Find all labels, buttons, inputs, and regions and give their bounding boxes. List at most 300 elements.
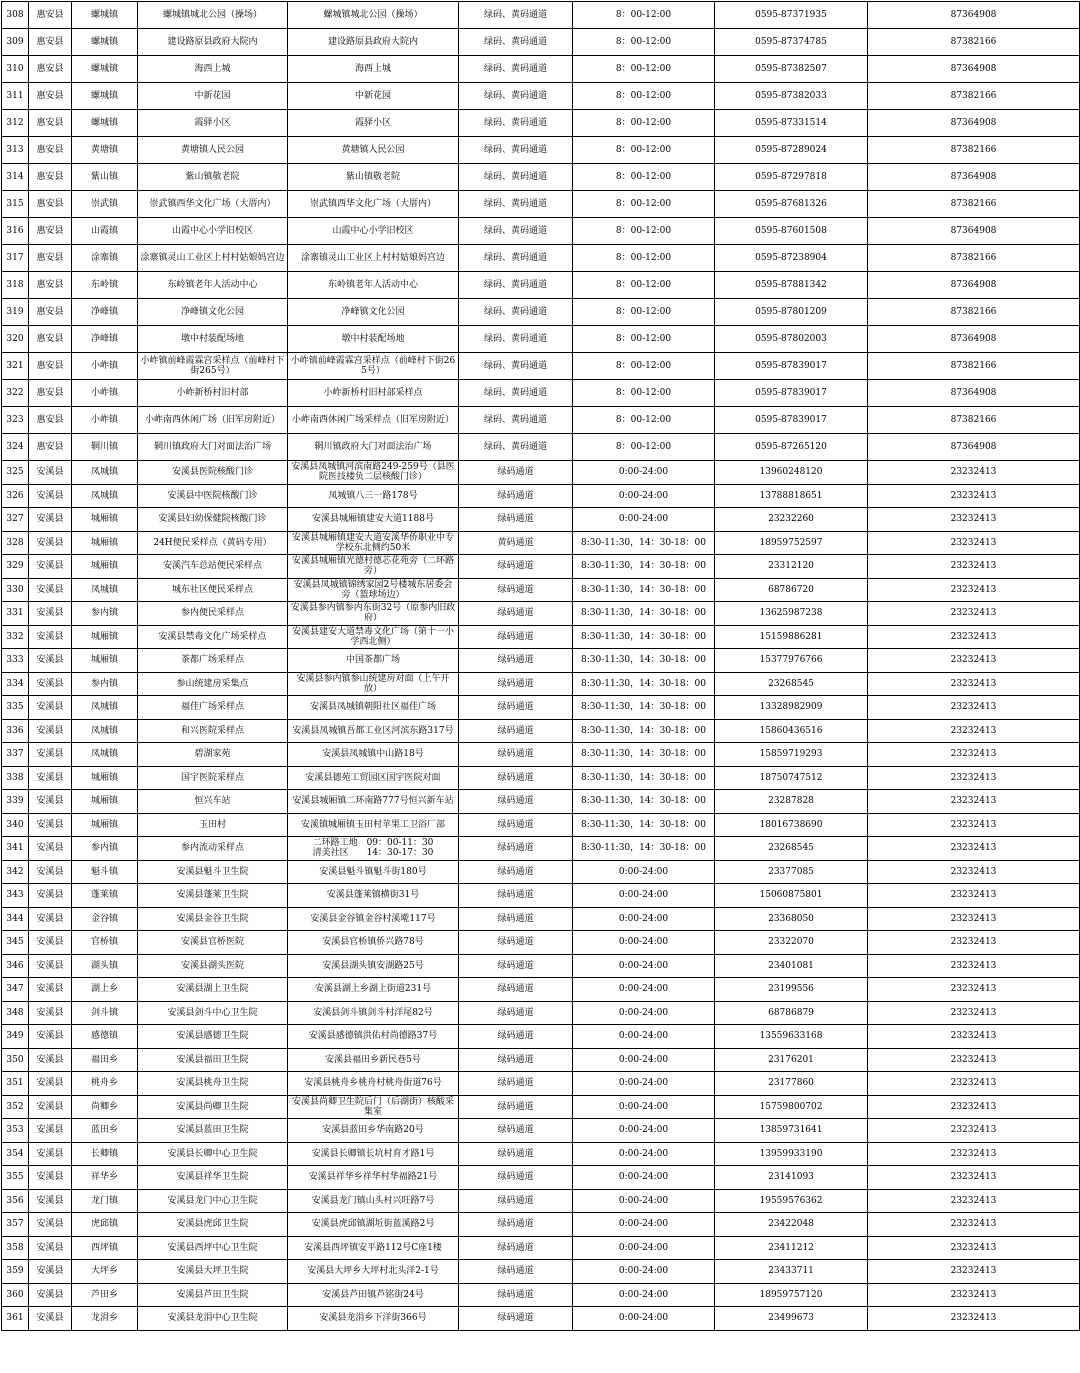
hours-cell: 8:30-11:30，14：30-18：00 [573, 602, 715, 626]
row-number-cell: 356 [2, 1189, 29, 1213]
county-cell: 惠安县 [29, 2, 72, 29]
town-cell: 湖头镇 [72, 954, 138, 978]
address-cell: 安溪县凤城镇朝阳社区福佳广场 [288, 696, 459, 720]
town-cell: 小岞镇 [72, 380, 138, 407]
town-cell: 虎邱镇 [72, 1213, 138, 1237]
town-cell: 剑斗镇 [72, 1001, 138, 1025]
county-cell: 安溪县 [29, 1283, 72, 1307]
row-number-cell: 335 [2, 696, 29, 720]
county-cell: 安溪县 [29, 954, 72, 978]
site-name-cell: 小岞镇前峰霞霖宫采样点（前峰村下街265号） [138, 353, 288, 380]
address-cell: 小岞新桥村旧村部采样点 [288, 380, 459, 407]
complaint-phone-cell: 23232413 [868, 1142, 1080, 1166]
row-number-cell: 339 [2, 790, 29, 814]
address-cell: 安溪县蓝田乡华南路20号 [288, 1119, 459, 1143]
table-row [2, 696, 1080, 720]
address-cell: 安溪县城厢镇建安大道安溪华侨职业中专学校东北侧约50米 [288, 531, 459, 555]
address-cell: 安溪县龙门镇山头村兴旺路7号 [288, 1189, 459, 1213]
complaint-phone-cell: 23232413 [868, 484, 1080, 508]
table-row [2, 1001, 1080, 1025]
town-cell: 城厢镇 [72, 625, 138, 649]
town-cell: 凤城镇 [72, 484, 138, 508]
table-row [2, 1283, 1080, 1307]
complaint-phone-cell: 23232413 [868, 1260, 1080, 1284]
address-cell: 安溪县西坪镇安平路112号C座1楼 [288, 1236, 459, 1260]
address-cell: 安溪县金谷镇金谷村溪墘117号 [288, 907, 459, 931]
town-cell: 芦田乡 [72, 1283, 138, 1307]
channel-cell: 绿码通道 [459, 1236, 573, 1260]
county-cell: 安溪县 [29, 837, 72, 861]
table-row [2, 245, 1080, 272]
channel-cell: 绿码、黄码通道 [459, 353, 573, 380]
complaint-phone-cell: 23232413 [868, 1048, 1080, 1072]
contact-phone-cell: 0595-87601508 [715, 218, 868, 245]
hours-cell: 8：00-12:00 [573, 245, 715, 272]
site-name-cell: 安溪县禁毒文化广场采样点 [138, 625, 288, 649]
hours-cell: 8：00-12:00 [573, 56, 715, 83]
channel-cell: 绿码通道 [459, 790, 573, 814]
county-cell: 惠安县 [29, 380, 72, 407]
site-name-cell: 安溪县剑斗中心卫生院 [138, 1001, 288, 1025]
complaint-phone-cell: 23232413 [868, 1025, 1080, 1049]
row-number-cell: 351 [2, 1072, 29, 1096]
hours-cell: 8：00-12:00 [573, 110, 715, 137]
hours-cell: 0:00-24:00 [573, 1048, 715, 1072]
town-cell: 参内镇 [72, 672, 138, 696]
county-cell: 安溪县 [29, 696, 72, 720]
site-name-cell: 安溪县长卿中心卫生院 [138, 1142, 288, 1166]
row-number-cell: 361 [2, 1307, 29, 1331]
site-name-cell: 安溪县芦田卫生院 [138, 1283, 288, 1307]
complaint-phone-cell: 23232413 [868, 602, 1080, 626]
complaint-phone-cell: 23232413 [868, 743, 1080, 767]
table-row [2, 860, 1080, 884]
complaint-phone-cell: 23232413 [868, 696, 1080, 720]
town-cell: 城厢镇 [72, 531, 138, 555]
row-number-cell: 360 [2, 1283, 29, 1307]
site-name-cell: 安溪县感德卫生院 [138, 1025, 288, 1049]
site-name-cell: 净峰镇文化公园 [138, 299, 288, 326]
complaint-phone-cell: 23232413 [868, 860, 1080, 884]
county-cell: 惠安县 [29, 83, 72, 110]
table-row [2, 29, 1080, 56]
hours-cell: 8：00-12:00 [573, 353, 715, 380]
row-number-cell: 327 [2, 508, 29, 532]
address-cell: 安溪县虎邱镇湖坵街蓝溪路2号 [288, 1213, 459, 1237]
contact-phone-cell: 13960248120 [715, 461, 868, 485]
site-name-cell: 福佳广场采样点 [138, 696, 288, 720]
town-cell: 感德镇 [72, 1025, 138, 1049]
site-name-cell: 涂寨镇灵山工业区上村村姑娘妈宫边 [138, 245, 288, 272]
contact-phone-cell: 23411212 [715, 1236, 868, 1260]
channel-cell: 绿码通道 [459, 649, 573, 673]
row-number-cell: 350 [2, 1048, 29, 1072]
hours-cell: 8:30-11:30，14：30-18：00 [573, 555, 715, 579]
complaint-phone-cell: 87364908 [868, 218, 1080, 245]
address-cell: 海西上城 [288, 56, 459, 83]
complaint-phone-cell: 23232413 [868, 1095, 1080, 1119]
hours-cell: 8:30-11:30，14：30-18：00 [573, 719, 715, 743]
channel-cell: 绿码通道 [459, 1260, 573, 1284]
contact-phone-cell: 0595-87289024 [715, 137, 868, 164]
contact-phone-cell: 23422048 [715, 1213, 868, 1237]
address-cell: 安溪县大坪乡大坪村北头洋2-1号 [288, 1260, 459, 1284]
town-cell: 金谷镇 [72, 907, 138, 931]
channel-cell: 绿码通道 [459, 743, 573, 767]
town-cell: 崇武镇 [72, 191, 138, 218]
address-cell: 安溪县湖头镇安湖路25号 [288, 954, 459, 978]
contact-phone-cell: 0595-87681326 [715, 191, 868, 218]
site-name-cell: 崇武镇西华文化广场（大厝内） [138, 191, 288, 218]
complaint-phone-cell: 23232413 [868, 790, 1080, 814]
contact-phone-cell: 0595-87382507 [715, 56, 868, 83]
county-cell: 安溪县 [29, 1048, 72, 1072]
table-row [2, 1119, 1080, 1143]
channel-cell: 绿码、黄码通道 [459, 2, 573, 29]
site-name-cell: 安溪县桃舟卫生院 [138, 1072, 288, 1096]
county-cell: 安溪县 [29, 790, 72, 814]
town-cell: 西坪镇 [72, 1236, 138, 1260]
town-cell: 小岞镇 [72, 353, 138, 380]
address-cell: 安溪县龙涓乡下洋街366号 [288, 1307, 459, 1331]
county-cell: 安溪县 [29, 508, 72, 532]
county-cell: 安溪县 [29, 1189, 72, 1213]
address-cell: 安溪县蓬莱镇横街31号 [288, 884, 459, 908]
channel-cell: 绿码、黄码通道 [459, 56, 573, 83]
site-name-cell: 螺城镇城北公园（操场） [138, 2, 288, 29]
row-number-cell: 312 [2, 110, 29, 137]
town-cell: 城厢镇 [72, 766, 138, 790]
row-number-cell: 322 [2, 380, 29, 407]
town-cell: 长卿镇 [72, 1142, 138, 1166]
hours-cell: 8:30-11:30，14：30-18：00 [573, 649, 715, 673]
table-row [2, 2, 1080, 29]
town-cell: 螺城镇 [72, 110, 138, 137]
town-cell: 蓝田乡 [72, 1119, 138, 1143]
county-cell: 安溪县 [29, 1213, 72, 1237]
hours-cell: 8：00-12:00 [573, 326, 715, 353]
site-name-cell: 安溪县尚卿卫生院 [138, 1095, 288, 1119]
table-row [2, 813, 1080, 837]
row-number-cell: 354 [2, 1142, 29, 1166]
address-cell: 安溪镇城厢镇玉田村苹果工卫浴厂部 [288, 813, 459, 837]
address-cell: 山霞中心小学旧校区 [288, 218, 459, 245]
address-cell: 安溪县湖上乡湖上街道231号 [288, 978, 459, 1002]
county-cell: 惠安县 [29, 110, 72, 137]
contact-phone-cell: 0595-87839017 [715, 380, 868, 407]
complaint-phone-cell: 23232413 [868, 672, 1080, 696]
county-cell: 惠安县 [29, 191, 72, 218]
table-row [2, 1072, 1080, 1096]
table-row [2, 907, 1080, 931]
county-cell: 惠安县 [29, 407, 72, 434]
town-cell: 黄塘镇 [72, 137, 138, 164]
town-cell: 山霞镇 [72, 218, 138, 245]
address-cell: 安溪县建安大道禁毒文化广场（第十一小学西北侧） [288, 625, 459, 649]
site-name-cell: 辋川镇政府大门对面法治广场 [138, 434, 288, 461]
hours-cell: 8：00-12:00 [573, 407, 715, 434]
site-name-cell: 参内流动采样点 [138, 837, 288, 861]
contact-phone-cell: 23176201 [715, 1048, 868, 1072]
contact-phone-cell: 23433711 [715, 1260, 868, 1284]
row-number-cell: 310 [2, 56, 29, 83]
row-number-cell: 318 [2, 272, 29, 299]
complaint-phone-cell: 23232413 [868, 1072, 1080, 1096]
hours-cell: 0:00-24:00 [573, 860, 715, 884]
hours-cell: 0:00-24:00 [573, 907, 715, 931]
contact-phone-cell: 68786879 [715, 1001, 868, 1025]
contact-phone-cell: 13328982909 [715, 696, 868, 720]
table-row [2, 353, 1080, 380]
table-row [2, 326, 1080, 353]
address-cell: 安溪县参内镇参内东街32号（原参内旧政府） [288, 602, 459, 626]
hours-cell: 8:30-11:30，14：30-18：00 [573, 837, 715, 861]
complaint-phone-cell: 23232413 [868, 578, 1080, 602]
complaint-phone-cell: 23232413 [868, 1213, 1080, 1237]
hours-cell: 0:00-24:00 [573, 1283, 715, 1307]
town-cell: 东岭镇 [72, 272, 138, 299]
county-cell: 惠安县 [29, 245, 72, 272]
channel-cell: 绿码通道 [459, 508, 573, 532]
table-row [2, 1260, 1080, 1284]
channel-cell: 绿码、黄码通道 [459, 380, 573, 407]
county-cell: 安溪县 [29, 578, 72, 602]
table-body [2, 2, 1080, 1331]
channel-cell: 绿码通道 [459, 1283, 573, 1307]
row-number-cell: 345 [2, 931, 29, 955]
row-number-cell: 340 [2, 813, 29, 837]
hours-cell: 8:30-11:30，14：30-18：00 [573, 625, 715, 649]
town-cell: 净峰镇 [72, 299, 138, 326]
town-cell: 凤城镇 [72, 719, 138, 743]
site-name-cell: 城东社区便民采样点 [138, 578, 288, 602]
site-name-cell: 安溪县龙涓中心卫生院 [138, 1307, 288, 1331]
row-number-cell: 319 [2, 299, 29, 326]
contact-phone-cell: 23322070 [715, 931, 868, 955]
complaint-phone-cell: 23232413 [868, 625, 1080, 649]
site-name-cell: 小岞南西休闲广场（旧军房附近） [138, 407, 288, 434]
town-cell: 桃舟乡 [72, 1072, 138, 1096]
county-cell: 安溪县 [29, 1236, 72, 1260]
hours-cell: 8:30-11:30，14：30-18：00 [573, 813, 715, 837]
site-name-cell: 参内便民采样点 [138, 602, 288, 626]
testing-sites-table [1, 1, 1080, 1331]
complaint-phone-cell: 23232413 [868, 1283, 1080, 1307]
channel-cell: 绿码、黄码通道 [459, 326, 573, 353]
town-cell: 蓬莱镇 [72, 884, 138, 908]
hours-cell: 8:30-11:30，14：30-18：00 [573, 578, 715, 602]
site-name-cell: 和兴医院采样点 [138, 719, 288, 743]
address-cell: 崇武镇西华文化广场（大厝内） [288, 191, 459, 218]
hours-cell: 0:00-24:00 [573, 1072, 715, 1096]
hours-cell: 0:00-24:00 [573, 1189, 715, 1213]
hours-cell: 8：00-12:00 [573, 191, 715, 218]
hours-cell: 0:00-24:00 [573, 1001, 715, 1025]
town-cell: 参内镇 [72, 602, 138, 626]
channel-cell: 绿码通道 [459, 719, 573, 743]
contact-phone-cell: 23287828 [715, 790, 868, 814]
hours-cell: 8：00-12:00 [573, 164, 715, 191]
hours-cell: 0:00-24:00 [573, 931, 715, 955]
channel-cell: 绿码通道 [459, 1025, 573, 1049]
table-row [2, 766, 1080, 790]
row-number-cell: 320 [2, 326, 29, 353]
contact-phone-cell: 18016738690 [715, 813, 868, 837]
address-cell: 安溪县凤城镇中山路18号 [288, 743, 459, 767]
contact-phone-cell: 23368050 [715, 907, 868, 931]
town-cell: 城厢镇 [72, 649, 138, 673]
row-number-cell: 338 [2, 766, 29, 790]
hours-cell: 8：00-12:00 [573, 434, 715, 461]
site-name-cell: 山霞中心小学旧校区 [138, 218, 288, 245]
channel-cell: 绿码通道 [459, 1189, 573, 1213]
complaint-phone-cell: 87382166 [868, 137, 1080, 164]
hours-cell: 8:30-11:30，14：30-18：00 [573, 531, 715, 555]
channel-cell: 绿码通道 [459, 766, 573, 790]
town-cell: 螺城镇 [72, 29, 138, 56]
complaint-phone-cell: 23232413 [868, 1166, 1080, 1190]
address-cell: 安溪县桃舟乡桃舟村桃舟街道76号 [288, 1072, 459, 1096]
county-cell: 惠安县 [29, 218, 72, 245]
hours-cell: 8：00-12:00 [573, 2, 715, 29]
hours-cell: 0:00-24:00 [573, 1095, 715, 1119]
complaint-phone-cell: 87382166 [868, 245, 1080, 272]
hours-cell: 0:00-24:00 [573, 954, 715, 978]
complaint-phone-cell: 23232413 [868, 1119, 1080, 1143]
table-row [2, 649, 1080, 673]
address-cell: 安溪县城厢镇二环南路777号恒兴新车站 [288, 790, 459, 814]
site-name-cell: 安溪县西坪中心卫生院 [138, 1236, 288, 1260]
channel-cell: 绿码、黄码通道 [459, 29, 573, 56]
contact-phone-cell: 0595-87265120 [715, 434, 868, 461]
hours-cell: 8:30-11:30，14：30-18：00 [573, 672, 715, 696]
table-row [2, 1189, 1080, 1213]
contact-phone-cell: 23141093 [715, 1166, 868, 1190]
complaint-phone-cell: 23232413 [868, 555, 1080, 579]
channel-cell: 绿码、黄码通道 [459, 434, 573, 461]
channel-cell: 绿码、黄码通道 [459, 83, 573, 110]
contact-phone-cell: 68786720 [715, 578, 868, 602]
county-cell: 安溪县 [29, 531, 72, 555]
channel-cell: 绿码通道 [459, 931, 573, 955]
hours-cell: 8:30-11:30，14：30-18：00 [573, 696, 715, 720]
county-cell: 安溪县 [29, 813, 72, 837]
table-row [2, 531, 1080, 555]
site-name-cell: 安溪县金谷卫生院 [138, 907, 288, 931]
complaint-phone-cell: 87364908 [868, 326, 1080, 353]
row-number-cell: 324 [2, 434, 29, 461]
complaint-phone-cell: 23232413 [868, 531, 1080, 555]
table-row [2, 461, 1080, 485]
site-name-cell: 安溪县祥华卫生院 [138, 1166, 288, 1190]
complaint-phone-cell: 87364908 [868, 164, 1080, 191]
channel-cell: 绿码、黄码通道 [459, 218, 573, 245]
hours-cell: 0:00-24:00 [573, 1260, 715, 1284]
complaint-phone-cell: 87364908 [868, 56, 1080, 83]
site-name-cell: 国宇医院采样点 [138, 766, 288, 790]
channel-cell: 绿码通道 [459, 954, 573, 978]
contact-phone-cell: 15060875801 [715, 884, 868, 908]
hours-cell: 8：00-12:00 [573, 137, 715, 164]
complaint-phone-cell: 87382166 [868, 29, 1080, 56]
hours-cell: 0:00-24:00 [573, 1307, 715, 1331]
site-name-cell: 中新花园 [138, 83, 288, 110]
contact-phone-cell: 23377085 [715, 860, 868, 884]
row-number-cell: 348 [2, 1001, 29, 1025]
county-cell: 安溪县 [29, 1001, 72, 1025]
site-name-cell: 恒兴车站 [138, 790, 288, 814]
channel-cell: 绿码、黄码通道 [459, 110, 573, 137]
table-row [2, 407, 1080, 434]
town-cell: 城厢镇 [72, 813, 138, 837]
hours-cell: 8：00-12:00 [573, 29, 715, 56]
hours-cell: 8:30-11:30，14：30-18：00 [573, 766, 715, 790]
row-number-cell: 321 [2, 353, 29, 380]
complaint-phone-cell: 87364908 [868, 380, 1080, 407]
contact-phone-cell: 23177860 [715, 1072, 868, 1096]
contact-phone-cell: 0595-87839017 [715, 353, 868, 380]
town-cell: 祥华乡 [72, 1166, 138, 1190]
channel-cell: 绿码通道 [459, 978, 573, 1002]
site-name-cell: 紫山镇敬老院 [138, 164, 288, 191]
county-cell: 安溪县 [29, 1307, 72, 1331]
hours-cell: 8：00-12:00 [573, 83, 715, 110]
table-row [2, 719, 1080, 743]
hours-cell: 0:00-24:00 [573, 1119, 715, 1143]
town-cell: 螺城镇 [72, 56, 138, 83]
row-number-cell: 355 [2, 1166, 29, 1190]
contact-phone-cell: 0595-87801209 [715, 299, 868, 326]
hours-cell: 8：00-12:00 [573, 380, 715, 407]
table-row [2, 884, 1080, 908]
table-row [2, 434, 1080, 461]
table-row [2, 978, 1080, 1002]
town-cell: 魁斗镇 [72, 860, 138, 884]
contact-phone-cell: 13959933190 [715, 1142, 868, 1166]
row-number-cell: 326 [2, 484, 29, 508]
county-cell: 安溪县 [29, 719, 72, 743]
table-row [2, 164, 1080, 191]
county-cell: 安溪县 [29, 907, 72, 931]
row-number-cell: 316 [2, 218, 29, 245]
site-name-cell: 安溪县大坪卫生院 [138, 1260, 288, 1284]
contact-phone-cell: 0595-87839017 [715, 407, 868, 434]
town-cell: 尚卿乡 [72, 1095, 138, 1119]
county-cell: 惠安县 [29, 272, 72, 299]
hours-cell: 8:30-11:30，14：30-18：00 [573, 790, 715, 814]
row-number-cell: 330 [2, 578, 29, 602]
address-cell: 净峰镇文化公园 [288, 299, 459, 326]
table-row [2, 1095, 1080, 1119]
county-cell: 安溪县 [29, 1072, 72, 1096]
county-cell: 惠安县 [29, 164, 72, 191]
town-cell: 城厢镇 [72, 555, 138, 579]
contact-phone-cell: 0595-87371935 [715, 2, 868, 29]
contact-phone-cell: 0595-87382033 [715, 83, 868, 110]
table-row [2, 83, 1080, 110]
site-name-cell: 安溪县湖头医院 [138, 954, 288, 978]
table-row [2, 837, 1080, 861]
address-cell: 安溪县凤城镇锦绣家园2号楼城东居委会旁（篮球场边） [288, 578, 459, 602]
address-cell: 螺城镇城北公园（操场） [288, 2, 459, 29]
hours-cell: 0:00-24:00 [573, 1142, 715, 1166]
address-cell: 安溪县尚卿卫生院后门（后湖街）核酸采集室 [288, 1095, 459, 1119]
address-cell: 辋川镇政府大门对面法治广场 [288, 434, 459, 461]
county-cell: 安溪县 [29, 555, 72, 579]
table-row [2, 1307, 1080, 1331]
complaint-phone-cell: 87382166 [868, 407, 1080, 434]
complaint-phone-cell: 87364908 [868, 434, 1080, 461]
